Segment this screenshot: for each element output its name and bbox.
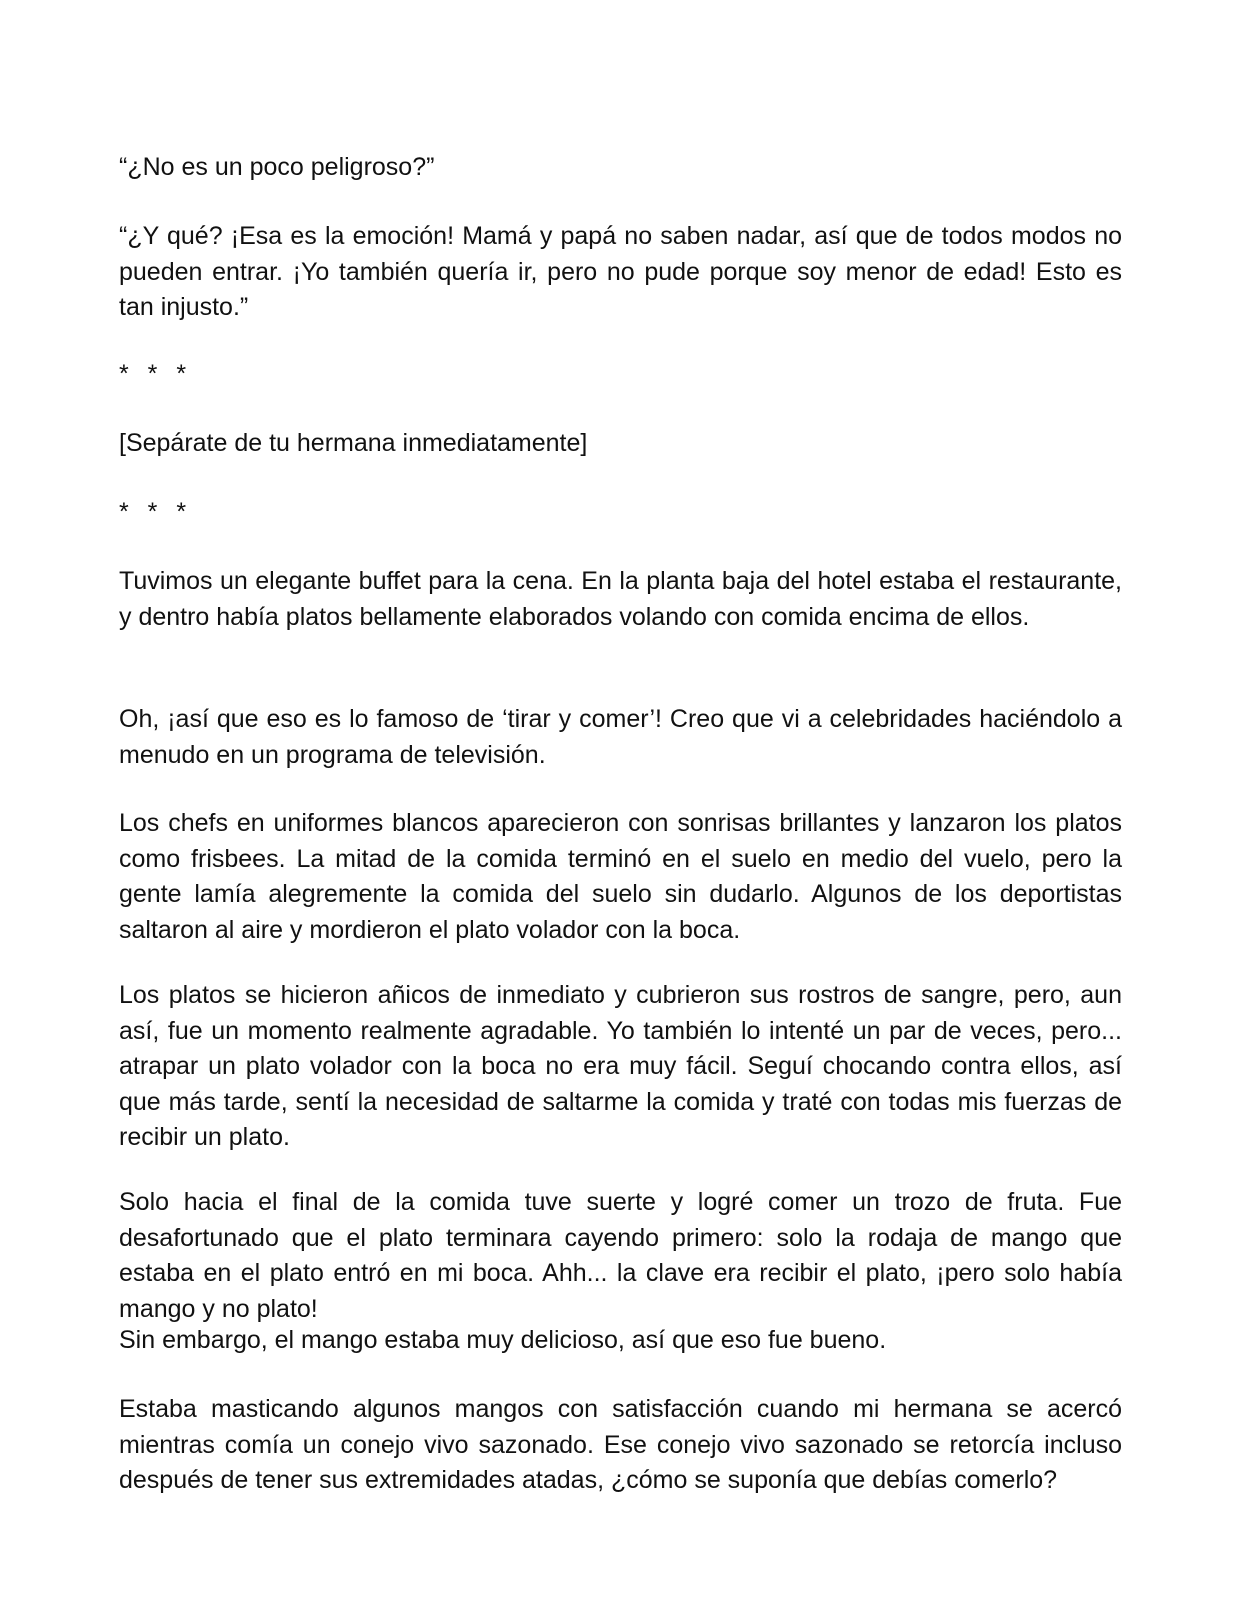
scene-separator: * * *	[119, 498, 193, 526]
document-page	[119, 0, 1122, 1620]
dialogue-paragraph: “¿No es un poco peligroso?”	[119, 153, 435, 181]
system-message: [Sepárate de tu hermana inmediatamente]	[119, 429, 588, 457]
body-paragraph: Estaba masticando algunos mangos con satisfacción cuando mi hermana se acercó mientras comía un conejo vivo sazonado. Ese conejo vivo sazonado se retorcía incluso después de tener sus extremidades atadas, ¿cómo se suponía que debías comerlo?	[119, 1395, 1122, 1494]
body-paragraph: Oh, ¡así que eso es lo famoso de ‘tirar y comer’! Creo que vi a celebridades haciéndolo a menudo en un programa de televisión.	[119, 705, 1122, 769]
scene-separator: * * *	[119, 360, 193, 388]
body-paragraph: Los chefs en uniformes blancos aparecieron con sonrisas brillantes y lanzaron los platos como frisbees. La mitad de la comida terminó en el suelo en medio del vuelo, pero la gente lamía alegremente la comida del suelo sin dudarlo. Algunos de los deportistas saltaron al aire y mordieron el plato volador con la boca.	[119, 809, 1122, 944]
body-paragraph: Sin embargo, el mango estaba muy delicioso, así que eso fue bueno.	[119, 1326, 887, 1354]
body-paragraph: Los platos se hicieron añicos de inmediato y cubrieron sus rostros de sangre, pero, aun así, fue un momento realmente agradable. Yo también lo intenté un par de veces, pero... atrapar un plato volador con la boca no era muy fácil. Seguí chocando contra ellos, así que más tarde, sentí la necesidad de saltarme la comida y traté con todas mis fuerzas de recibir un plato.	[119, 981, 1122, 1151]
body-paragraph: Tuvimos un elegante buffet para la cena. En la planta baja del hotel estaba el restaurante, y dentro había platos bellamente elaborados volando con comida encima de ellos.	[119, 567, 1122, 631]
body-paragraph: Solo hacia el final de la comida tuve suerte y logré comer un trozo de fruta. Fue desafortunado que el plato terminara cayendo primero: solo la rodaja de mango que estaba en el plato entró en mi boca. Ahh... la clave era recibir el plato, ¡pero solo había mango y no plato!	[119, 1188, 1122, 1323]
dialogue-paragraph: “¿Y qué? ¡Esa es la emoción! Mamá y papá no saben nadar, así que de todos modos no pueden entrar. ¡Yo también quería ir, pero no pude porque soy menor de edad! Esto es tan injusto.”	[119, 222, 1122, 321]
